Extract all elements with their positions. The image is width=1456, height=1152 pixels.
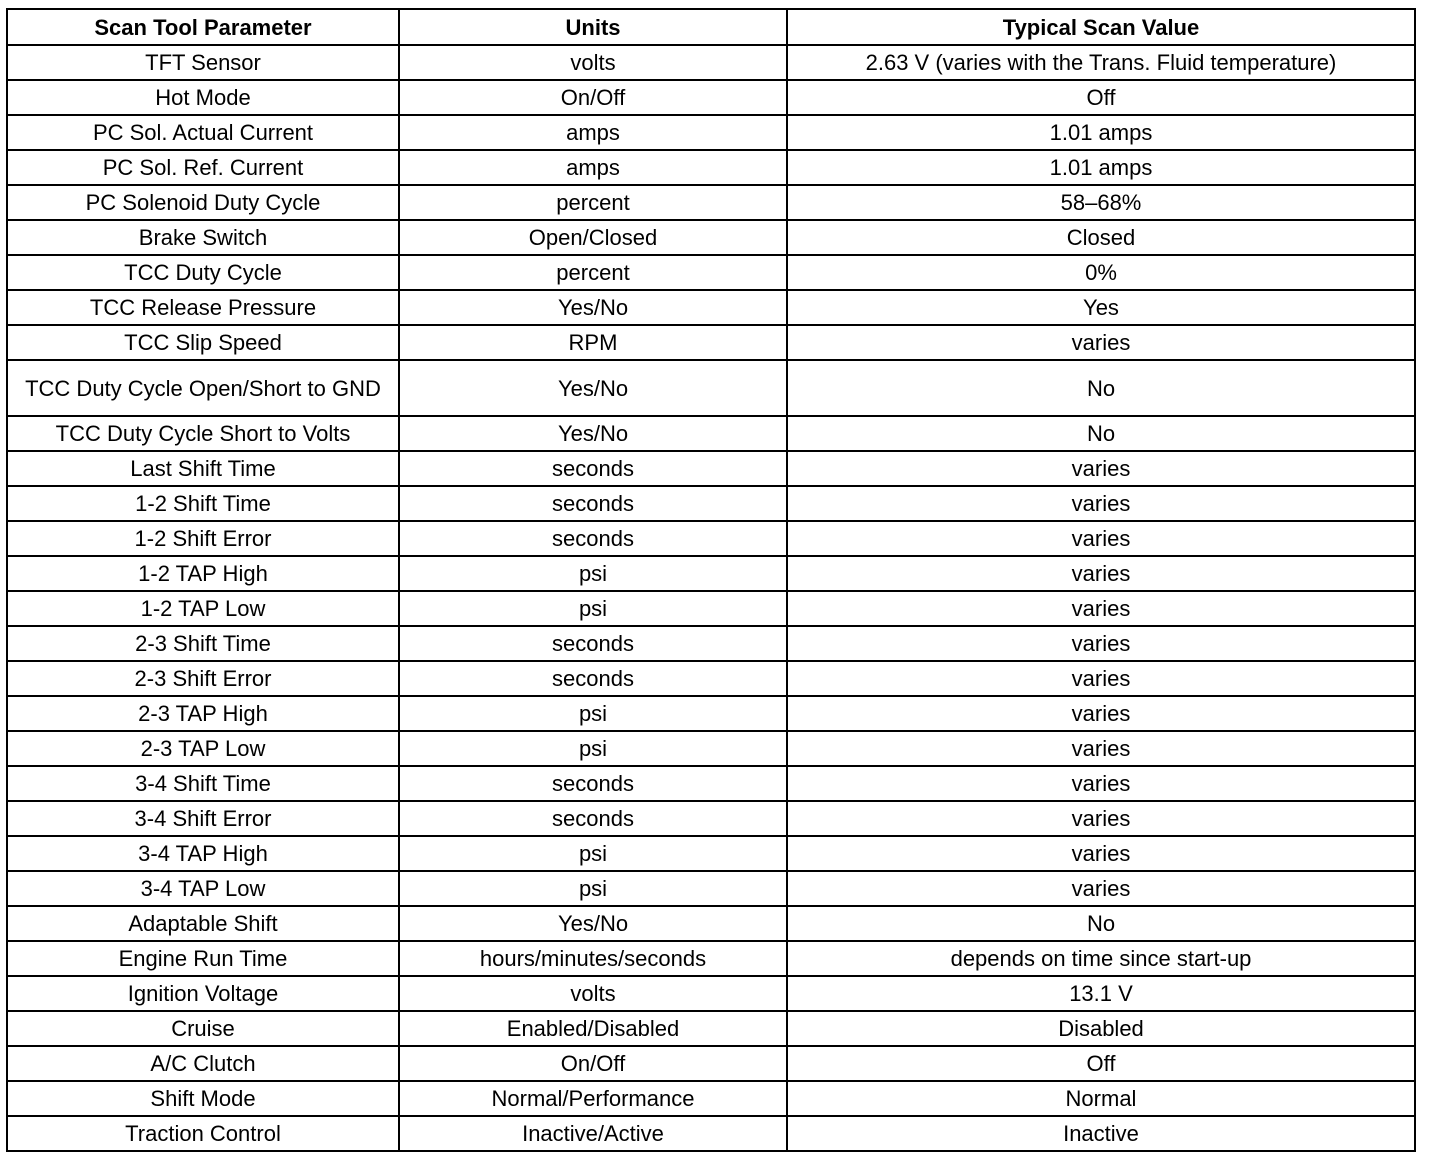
table-row	[7, 836, 1415, 871]
cell-units: Yes/No	[399, 416, 787, 451]
table-body	[7, 45, 1415, 1151]
cell-typical-value: Off	[787, 1046, 1415, 1081]
cell-parameter: TCC Duty Cycle Open/Short to GND	[7, 360, 399, 416]
cell-typical-value: No	[787, 906, 1415, 941]
cell-units: RPM	[399, 325, 787, 360]
cell-parameter: 1-2 TAP Low	[7, 591, 399, 626]
table-row	[7, 185, 1415, 220]
cell-units: Open/Closed	[399, 220, 787, 255]
cell-parameter: Engine Run Time	[7, 941, 399, 976]
table-row	[7, 766, 1415, 801]
cell-units: volts	[399, 45, 787, 80]
cell-typical-value: 1.01 amps	[787, 150, 1415, 185]
cell-parameter: Hot Mode	[7, 80, 399, 115]
cell-units: hours/minutes/seconds	[399, 941, 787, 976]
table-row	[7, 45, 1415, 80]
cell-typical-value: varies	[787, 696, 1415, 731]
cell-units: amps	[399, 150, 787, 185]
cell-typical-value: depends on time since start-up	[787, 941, 1415, 976]
table-row	[7, 661, 1415, 696]
cell-parameter: 2-3 TAP High	[7, 696, 399, 731]
cell-units: percent	[399, 255, 787, 290]
cell-units: percent	[399, 185, 787, 220]
cell-parameter: PC Sol. Actual Current	[7, 115, 399, 150]
cell-typical-value: 58–68%	[787, 185, 1415, 220]
table-row	[7, 696, 1415, 731]
cell-parameter: 2-3 Shift Time	[7, 626, 399, 661]
table-row	[7, 220, 1415, 255]
cell-parameter: A/C Clutch	[7, 1046, 399, 1081]
cell-typical-value: Inactive	[787, 1116, 1415, 1151]
cell-units: On/Off	[399, 80, 787, 115]
table-row	[7, 731, 1415, 766]
cell-typical-value: varies	[787, 871, 1415, 906]
table-row	[7, 871, 1415, 906]
cell-parameter: Adaptable Shift	[7, 906, 399, 941]
cell-parameter: TFT Sensor	[7, 45, 399, 80]
cell-units: psi	[399, 731, 787, 766]
cell-parameter: 2-3 Shift Error	[7, 661, 399, 696]
cell-units: seconds	[399, 626, 787, 661]
cell-units: Inactive/Active	[399, 1116, 787, 1151]
cell-units: Enabled/Disabled	[399, 1011, 787, 1046]
table-row	[7, 290, 1415, 325]
cell-typical-value: varies	[787, 325, 1415, 360]
cell-units: Yes/No	[399, 906, 787, 941]
table-row	[7, 325, 1415, 360]
cell-parameter: Last Shift Time	[7, 451, 399, 486]
cell-typical-value: varies	[787, 661, 1415, 696]
cell-typical-value: varies	[787, 731, 1415, 766]
header-typical-value: Typical Scan Value	[787, 9, 1415, 45]
cell-units: Yes/No	[399, 290, 787, 325]
cell-units: seconds	[399, 766, 787, 801]
cell-units: Normal/Performance	[399, 1081, 787, 1116]
cell-units: Yes/No	[399, 360, 787, 416]
table-row	[7, 115, 1415, 150]
table-row	[7, 1011, 1415, 1046]
cell-typical-value: varies	[787, 626, 1415, 661]
cell-units: seconds	[399, 661, 787, 696]
table-row	[7, 451, 1415, 486]
cell-units: On/Off	[399, 1046, 787, 1081]
cell-typical-value: varies	[787, 521, 1415, 556]
cell-parameter: 3-4 Shift Time	[7, 766, 399, 801]
table-row	[7, 521, 1415, 556]
table-row	[7, 80, 1415, 115]
cell-typical-value: varies	[787, 556, 1415, 591]
cell-typical-value: Yes	[787, 290, 1415, 325]
cell-typical-value: 13.1 V	[787, 976, 1415, 1011]
table-row	[7, 801, 1415, 836]
cell-units: psi	[399, 871, 787, 906]
cell-typical-value: 1.01 amps	[787, 115, 1415, 150]
cell-parameter: TCC Slip Speed	[7, 325, 399, 360]
cell-units: psi	[399, 836, 787, 871]
cell-parameter: 1-2 TAP High	[7, 556, 399, 591]
cell-parameter: PC Solenoid Duty Cycle	[7, 185, 399, 220]
cell-parameter: Cruise	[7, 1011, 399, 1046]
cell-parameter: 3-4 TAP High	[7, 836, 399, 871]
table-row	[7, 360, 1415, 416]
cell-typical-value: varies	[787, 836, 1415, 871]
table-row	[7, 941, 1415, 976]
cell-units: seconds	[399, 486, 787, 521]
table-row	[7, 150, 1415, 185]
cell-units: psi	[399, 556, 787, 591]
cell-typical-value: varies	[787, 451, 1415, 486]
cell-typical-value: 0%	[787, 255, 1415, 290]
cell-parameter: 3-4 TAP Low	[7, 871, 399, 906]
cell-parameter: Ignition Voltage	[7, 976, 399, 1011]
cell-typical-value: Disabled	[787, 1011, 1415, 1046]
cell-parameter: 2-3 TAP Low	[7, 731, 399, 766]
table-row	[7, 591, 1415, 626]
table-row	[7, 976, 1415, 1011]
cell-parameter: 1-2 Shift Time	[7, 486, 399, 521]
scan-values-table	[6, 8, 1416, 1152]
cell-typical-value: Normal	[787, 1081, 1415, 1116]
cell-units: seconds	[399, 801, 787, 836]
table-row	[7, 416, 1415, 451]
cell-parameter: TCC Duty Cycle Short to Volts	[7, 416, 399, 451]
header-parameter: Scan Tool Parameter	[7, 9, 399, 45]
cell-typical-value: No	[787, 416, 1415, 451]
cell-units: volts	[399, 976, 787, 1011]
cell-typical-value: varies	[787, 766, 1415, 801]
table-row	[7, 1046, 1415, 1081]
header-row	[7, 9, 1415, 45]
table-header	[7, 9, 1415, 45]
cell-typical-value: Closed	[787, 220, 1415, 255]
cell-units: psi	[399, 696, 787, 731]
table-row	[7, 556, 1415, 591]
table-row	[7, 906, 1415, 941]
table-row	[7, 1116, 1415, 1151]
cell-parameter: Shift Mode	[7, 1081, 399, 1116]
cell-typical-value: No	[787, 360, 1415, 416]
cell-typical-value: varies	[787, 591, 1415, 626]
cell-typical-value: varies	[787, 486, 1415, 521]
table-row	[7, 486, 1415, 521]
cell-parameter: 3-4 Shift Error	[7, 801, 399, 836]
cell-parameter: TCC Duty Cycle	[7, 255, 399, 290]
cell-units: amps	[399, 115, 787, 150]
table-row	[7, 626, 1415, 661]
cell-units: seconds	[399, 521, 787, 556]
cell-parameter: TCC Release Pressure	[7, 290, 399, 325]
header-units: Units	[399, 9, 787, 45]
cell-parameter: Traction Control	[7, 1116, 399, 1151]
cell-units: psi	[399, 591, 787, 626]
cell-parameter: Brake Switch	[7, 220, 399, 255]
cell-parameter: PC Sol. Ref. Current	[7, 150, 399, 185]
cell-typical-value: Off	[787, 80, 1415, 115]
cell-parameter: 1-2 Shift Error	[7, 521, 399, 556]
table-row	[7, 1081, 1415, 1116]
table-row	[7, 255, 1415, 290]
cell-typical-value: 2.63 V (varies with the Trans. Fluid temperature)	[787, 45, 1415, 80]
cell-units: seconds	[399, 451, 787, 486]
cell-typical-value: varies	[787, 801, 1415, 836]
